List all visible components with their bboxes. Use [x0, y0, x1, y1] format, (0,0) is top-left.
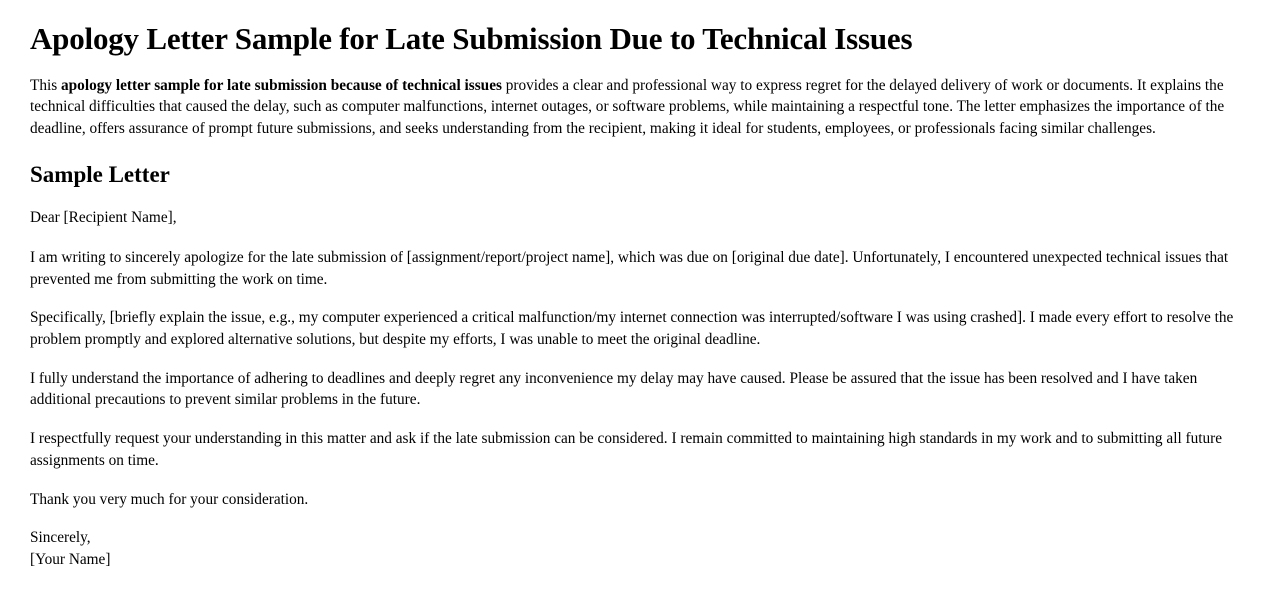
page-title: Apology Letter Sample for Late Submission Due to Technical Issues — [30, 21, 913, 56]
letter-closing-block — [30, 527, 1248, 570]
letter-paragraph-4: I respectfully request your understanding in this matter and ask if the late submission can be considered. I remain committed to maintaining high standards in my work and to submitting all future assignments on time. — [30, 430, 1223, 469]
intro-text-before: This — [30, 76, 62, 94]
letter-salutation: Dear [Recipient Name], — [30, 209, 177, 227]
intro-keyphrase: apology letter sample for late submission because of technical issues — [61, 76, 502, 94]
letter-paragraph-2: Specifically, [briefly explain the issue, e.g., my computer experienced a critical malfunction/my internet connection was interrupted/software I was using crashed]. I made every effort to resolve the problem promptly and explored alternative solutions, but despite my efforts, I was unable to meet the original deadline. — [30, 309, 1234, 349]
intro-paragraph — [30, 75, 1248, 140]
intro-text-after: provides a clear and professional way to express regret for the delayed delivery of work or documents. It explains the technical difficulties that caused the delay, such as computer malfunctions, internet outages, or software problems, while maintaining a respectful tone. The letter emphasizes the importance of the deadline, offers assurance of prompt future submissions, and seeks understanding from the recipient, making it ideal for students, employees, or professionals facing similar challenges. — [30, 76, 1225, 138]
letter-paragraph-5: Thank you very much for your consideration. — [30, 490, 309, 508]
letter-paragraph-3: I fully understand the importance of adhering to deadlines and deeply regret any inconvenience my delay may have caused. Please be assured that the issue has been resolved and I have taken additional precautions to prevent similar problems in the future. — [30, 369, 1198, 409]
letter-signature: [Your Name] — [30, 551, 111, 569]
letter-body — [30, 207, 1248, 571]
letter-closing: Sincerely, — [30, 529, 91, 547]
section-heading-sample-letter: Sample Letter — [30, 161, 170, 187]
letter-paragraph-1: I am writing to sincerely apologize for the late submission of [assignment/report/project name], which was due on [original due date]. Unfortunately, I encountered unexpected technical issues that prevented me from submitting the work on time. — [30, 248, 1229, 288]
